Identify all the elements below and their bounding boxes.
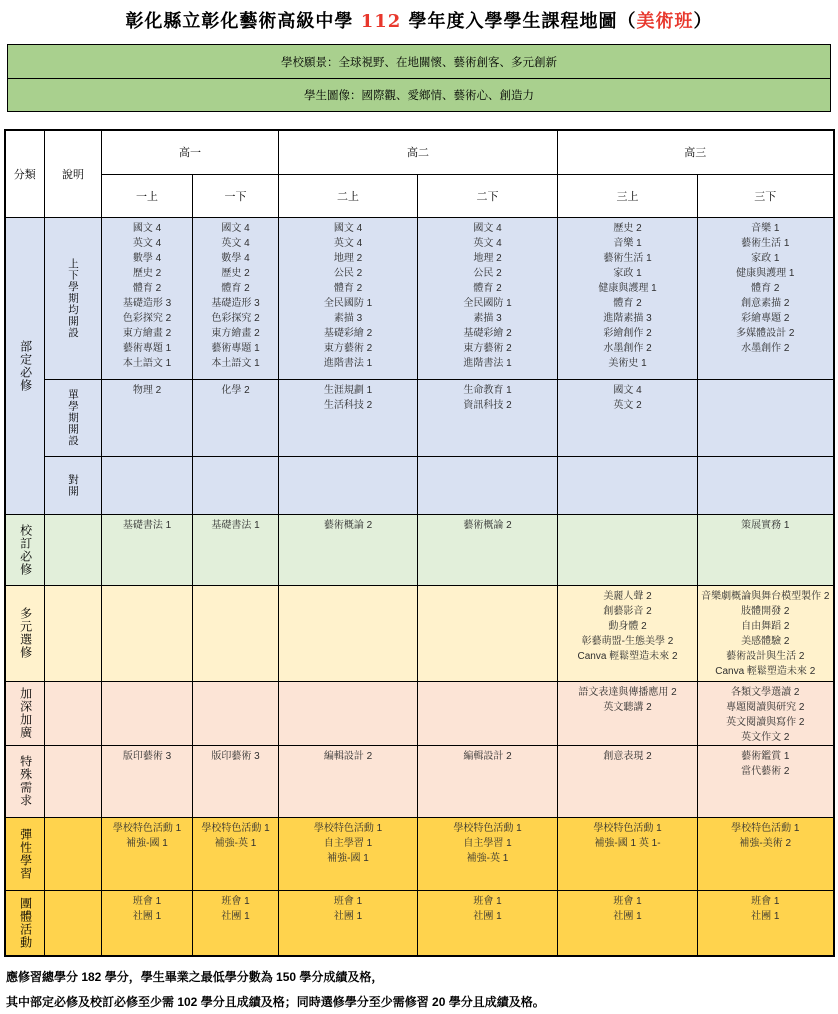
course-entry: 音樂 1 bbox=[613, 237, 642, 249]
course-cell-flexible-learning-r0-sem4 bbox=[558, 817, 698, 890]
title-middle: 學年度入學學生課程地圖（ bbox=[401, 11, 637, 32]
category-cell-special-needs bbox=[5, 745, 45, 817]
course-cell-flexible-learning-r0-sem0 bbox=[102, 817, 193, 890]
course-cell-group-activity-r0-sem1 bbox=[193, 890, 279, 956]
header-semester-2b: 二下 bbox=[418, 174, 558, 217]
course-entry: 基礎書法 1 bbox=[211, 519, 260, 531]
course-cell-group-activity-r0-sem0 bbox=[102, 890, 193, 956]
course-entry: 學校特色活動 1 bbox=[731, 822, 800, 834]
course-entry: 社團 1 bbox=[613, 910, 642, 922]
course-cell-school-required-r0-sem3 bbox=[418, 514, 558, 585]
course-entry: 創藝影音 2 bbox=[603, 605, 652, 617]
course-cell-special-needs-r0-sem0 bbox=[102, 745, 193, 817]
course-entry: 美感體驗 2 bbox=[741, 635, 790, 647]
course-cell-national-required-r2-sem1 bbox=[193, 456, 279, 514]
course-entry: 英文 2 bbox=[613, 399, 642, 411]
course-entry: 公民 2 bbox=[333, 267, 363, 279]
header-grade-2: 高二 bbox=[279, 130, 558, 174]
course-entry: 創意素描 2 bbox=[741, 297, 790, 309]
course-entry: 音樂 1 bbox=[751, 222, 780, 234]
title-school-name: 彰化縣立彰化藝術高級中學 bbox=[125, 11, 361, 32]
course-entry: 英文 4 bbox=[473, 237, 502, 249]
course-cell-multi-elective-r0-sem5 bbox=[698, 585, 834, 681]
course-cell-special-needs-r0-sem1 bbox=[193, 745, 279, 817]
course-entry: 水墨創作 2 bbox=[603, 342, 652, 354]
description-cell-multi-elective-0 bbox=[45, 585, 102, 681]
section-row-flexible-learning bbox=[5, 817, 834, 890]
category-cell-multi-elective bbox=[5, 585, 45, 681]
category-cell-national-required bbox=[5, 217, 45, 514]
course-entry: 補強-國 1 bbox=[126, 837, 168, 849]
course-entry: 物理 2 bbox=[132, 384, 162, 396]
course-cell-advanced-enrichment-r0-sem0 bbox=[102, 681, 193, 745]
footer-note-1: 應修習總學分 182 學分，學生畢業之最低學分數為 150 學分成績及格， bbox=[6, 970, 384, 984]
description-cell-special-needs-0 bbox=[45, 745, 102, 817]
course-entry: 藝術生活 1 bbox=[603, 252, 652, 264]
course-cell-multi-elective-r0-sem0 bbox=[102, 585, 193, 681]
semester-header-row bbox=[5, 174, 834, 217]
course-entry: 音樂劇概論與舞台模型製作 2 bbox=[701, 590, 830, 602]
course-entry: 美術史 1 bbox=[608, 357, 647, 369]
description-label: 單學期開設 bbox=[67, 388, 80, 447]
course-entry: 全民國防 1 bbox=[463, 297, 512, 309]
course-cell-national-required-r2-sem2 bbox=[279, 456, 418, 514]
course-cell-national-required-r2-sem4 bbox=[558, 456, 698, 514]
course-entry: 東方繪畫 2 bbox=[211, 327, 260, 339]
course-cell-national-required-r1-sem5 bbox=[698, 379, 834, 456]
course-cell-special-needs-r0-sem2 bbox=[279, 745, 418, 817]
description-cell-advanced-enrichment-0 bbox=[45, 681, 102, 745]
category-label: 部定必修 bbox=[18, 339, 33, 392]
category-label: 彈性學習 bbox=[18, 827, 33, 880]
course-entry: 學校特色活動 1 bbox=[453, 822, 522, 834]
course-entry: 東方藝術 2 bbox=[463, 342, 512, 354]
course-entry: 健康與護理 1 bbox=[736, 267, 795, 279]
category-label: 加深加廣 bbox=[18, 687, 33, 739]
course-entry: 版印藝術 3 bbox=[122, 750, 172, 762]
header-semester-2a: 二上 bbox=[279, 174, 418, 217]
course-cell-school-required-r0-sem5 bbox=[698, 514, 834, 585]
category-cell-group-activity bbox=[5, 890, 45, 956]
course-cell-national-required-r0-sem1 bbox=[193, 217, 279, 379]
course-entry: 體育 2 bbox=[613, 297, 642, 309]
section-row-special-needs bbox=[5, 745, 834, 817]
course-entry: 基礎造形 3 bbox=[211, 297, 260, 309]
course-entry: 肢體開發 2 bbox=[741, 605, 790, 617]
course-cell-special-needs-r0-sem4 bbox=[558, 745, 698, 817]
section-row-national-required-0 bbox=[5, 217, 834, 379]
course-entry: 社團 1 bbox=[333, 910, 363, 922]
course-entry: 基礎造形 3 bbox=[122, 297, 172, 309]
category-cell-flexible-learning bbox=[5, 817, 45, 890]
course-entry: 英文 4 bbox=[132, 237, 162, 249]
course-cell-national-required-r1-sem1 bbox=[193, 379, 279, 456]
course-entry: 班會 1 bbox=[132, 895, 162, 907]
course-cell-group-activity-r0-sem2 bbox=[279, 890, 418, 956]
student-image-banner: 學生圖像：國際觀、愛鄉情、藝術心、創造力 bbox=[8, 78, 830, 111]
description-cell-group-activity-0 bbox=[45, 890, 102, 956]
course-entry: 國文 4 bbox=[132, 222, 162, 234]
course-entry: 基礎彩繪 2 bbox=[463, 327, 512, 339]
grade-header-row bbox=[5, 130, 834, 174]
course-entry: 藝術生活 1 bbox=[741, 237, 790, 249]
course-cell-national-required-r0-sem5 bbox=[698, 217, 834, 379]
course-cell-flexible-learning-r0-sem3 bbox=[418, 817, 558, 890]
course-entry: 版印藝術 3 bbox=[211, 750, 260, 762]
course-entry: 學校特色活動 1 bbox=[593, 822, 662, 834]
course-entry: 社團 1 bbox=[473, 910, 502, 922]
course-cell-national-required-r0-sem2 bbox=[279, 217, 418, 379]
course-entry: 健康與護理 1 bbox=[598, 282, 657, 294]
course-entry: 自由舞蹈 2 bbox=[741, 620, 790, 632]
header-grade-3: 高三 bbox=[558, 130, 834, 174]
header-description: 說明 bbox=[45, 130, 102, 217]
header-semester-1a: 一上 bbox=[102, 174, 193, 217]
course-cell-national-required-r1-sem3 bbox=[418, 379, 558, 456]
course-entry: 班會 1 bbox=[473, 895, 502, 907]
course-entry: 基礎書法 1 bbox=[122, 519, 172, 531]
course-cell-flexible-learning-r0-sem5 bbox=[698, 817, 834, 890]
course-entry: 補強-國 1 bbox=[327, 852, 369, 864]
course-cell-advanced-enrichment-r0-sem1 bbox=[193, 681, 279, 745]
course-entry: 學校特色活動 1 bbox=[112, 822, 182, 834]
course-cell-school-required-r0-sem2 bbox=[279, 514, 418, 585]
course-entry: 社團 1 bbox=[221, 910, 250, 922]
course-cell-group-activity-r0-sem3 bbox=[418, 890, 558, 956]
course-entry: 多媒體設計 2 bbox=[736, 327, 795, 339]
course-entry: 自主學習 1 bbox=[463, 837, 512, 849]
course-cell-multi-elective-r0-sem1 bbox=[193, 585, 279, 681]
course-cell-multi-elective-r0-sem4 bbox=[558, 585, 698, 681]
course-cell-school-required-r0-sem0 bbox=[102, 514, 193, 585]
category-label: 校訂必修 bbox=[18, 523, 33, 576]
course-entry: 社團 1 bbox=[751, 910, 780, 922]
course-entry: 東方繪畫 2 bbox=[122, 327, 172, 339]
section-row-national-required-2 bbox=[5, 456, 834, 514]
curriculum-table-body bbox=[5, 217, 834, 956]
footer-notes bbox=[6, 967, 832, 1012]
title-year: 112 bbox=[360, 11, 402, 32]
course-entry: 彰藝萌盟-生態美學 2 bbox=[581, 635, 674, 647]
course-entry: 英文聽講 2 bbox=[603, 701, 652, 713]
course-entry: 全民國防 1 bbox=[323, 297, 373, 309]
course-cell-multi-elective-r0-sem2 bbox=[279, 585, 418, 681]
course-entry: 班會 1 bbox=[333, 895, 363, 907]
course-entry: 彩繪創作 2 bbox=[603, 327, 652, 339]
course-entry: 水墨創作 2 bbox=[741, 342, 790, 354]
course-entry: 學校特色活動 1 bbox=[201, 822, 270, 834]
course-entry: 進階素描 3 bbox=[603, 312, 652, 324]
course-entry: 生涯規劃 1 bbox=[323, 384, 373, 396]
course-cell-special-needs-r0-sem5 bbox=[698, 745, 834, 817]
course-entry: 公民 2 bbox=[473, 267, 502, 279]
course-entry: 彩繪專題 2 bbox=[741, 312, 790, 324]
course-entry: 素描 3 bbox=[473, 312, 502, 324]
course-entry: 國文 4 bbox=[221, 222, 250, 234]
description-label: 上下學期均開設 bbox=[67, 257, 80, 339]
course-entry: 編輯設計 2 bbox=[463, 750, 512, 762]
header-grade-1: 高一 bbox=[102, 130, 279, 174]
course-cell-national-required-r2-sem3 bbox=[418, 456, 558, 514]
course-entry: 藝術概論 2 bbox=[463, 519, 512, 531]
header-category: 分類 bbox=[5, 130, 45, 217]
course-cell-group-activity-r0-sem5 bbox=[698, 890, 834, 956]
course-cell-national-required-r2-sem0 bbox=[102, 456, 193, 514]
course-cell-advanced-enrichment-r0-sem2 bbox=[279, 681, 418, 745]
course-entry: 生命教育 1 bbox=[463, 384, 512, 396]
course-entry: 班會 1 bbox=[221, 895, 250, 907]
course-entry: 自主學習 1 bbox=[323, 837, 373, 849]
course-entry: 地理 2 bbox=[473, 252, 502, 264]
header-semester-3a: 三上 bbox=[558, 174, 698, 217]
description-cell-school-required-0 bbox=[45, 514, 102, 585]
section-row-multi-elective bbox=[5, 585, 834, 681]
course-cell-school-required-r0-sem4 bbox=[558, 514, 698, 585]
course-entry: 各類文學選讀 2 bbox=[731, 686, 800, 698]
course-entry: 藝術專題 1 bbox=[122, 342, 172, 354]
title-class-name: 美術班 bbox=[636, 11, 694, 32]
description-cell-national-required-1 bbox=[45, 379, 102, 456]
course-entry: 體育 2 bbox=[473, 282, 502, 294]
section-row-group-activity bbox=[5, 890, 834, 956]
course-entry: 動身體 2 bbox=[608, 620, 647, 632]
course-entry: 創意表現 2 bbox=[603, 750, 652, 762]
course-entry: 資訊科技 2 bbox=[463, 399, 512, 411]
course-entry: 家政 1 bbox=[751, 252, 780, 264]
course-cell-flexible-learning-r0-sem1 bbox=[193, 817, 279, 890]
course-entry: 體育 2 bbox=[333, 282, 363, 294]
course-entry: 英文閱讀與寫作 2 bbox=[726, 716, 805, 728]
course-entry: 英文 4 bbox=[221, 237, 250, 249]
title-suffix: ） bbox=[693, 11, 713, 32]
course-entry: 生活科技 2 bbox=[323, 399, 373, 411]
course-entry: 英文作文 2 bbox=[741, 731, 790, 743]
course-entry: 本土語文 1 bbox=[211, 357, 260, 369]
header-semester-1b: 一下 bbox=[193, 174, 279, 217]
header-semester-3b: 三下 bbox=[698, 174, 834, 217]
category-label: 多元選修 bbox=[18, 607, 33, 659]
banner-box bbox=[7, 44, 831, 112]
course-entry: 國文 4 bbox=[333, 222, 363, 234]
course-entry: 家政 1 bbox=[613, 267, 642, 279]
course-entry: 編輯設計 2 bbox=[323, 750, 373, 762]
description-label: 對開 bbox=[67, 473, 80, 497]
course-entry: 體育 2 bbox=[751, 282, 780, 294]
course-entry: 進階書法 1 bbox=[463, 357, 512, 369]
course-entry: 藝術專題 1 bbox=[211, 342, 260, 354]
course-entry: 色彩探究 2 bbox=[211, 312, 260, 324]
course-entry: 補強-美術 2 bbox=[739, 837, 792, 849]
course-entry: 班會 1 bbox=[751, 895, 780, 907]
course-cell-national-required-r1-sem4 bbox=[558, 379, 698, 456]
course-entry: 色彩探究 2 bbox=[122, 312, 172, 324]
description-cell-flexible-learning-0 bbox=[45, 817, 102, 890]
course-cell-national-required-r0-sem0 bbox=[102, 217, 193, 379]
course-entry: 數學 4 bbox=[221, 252, 250, 264]
school-vision-banner: 學校願景：全球視野、在地關懷、藝術創客、多元創新 bbox=[8, 45, 830, 78]
course-entry: 補強-英 1 bbox=[466, 852, 509, 864]
course-entry: 社團 1 bbox=[132, 910, 162, 922]
course-entry: 進階書法 1 bbox=[323, 357, 373, 369]
course-entry: 補強-國 1 英 1- bbox=[594, 837, 661, 849]
section-row-school-required bbox=[5, 514, 834, 585]
course-cell-national-required-r2-sem5 bbox=[698, 456, 834, 514]
course-entry: 國文 4 bbox=[473, 222, 502, 234]
course-entry: 歷史 2 bbox=[132, 267, 162, 279]
course-cell-advanced-enrichment-r0-sem3 bbox=[418, 681, 558, 745]
course-entry: 策展實務 1 bbox=[741, 519, 790, 531]
course-entry: 本土語文 1 bbox=[122, 357, 172, 369]
description-cell-national-required-0 bbox=[45, 217, 102, 379]
course-entry: 藝術概論 2 bbox=[323, 519, 373, 531]
course-entry: 藝術鑑賞 1 bbox=[741, 750, 790, 762]
course-entry: 語文表達與傳播應用 2 bbox=[578, 686, 677, 698]
course-entry: 地理 2 bbox=[333, 252, 363, 264]
course-entry: 班會 1 bbox=[613, 895, 642, 907]
course-entry: 基礎彩繪 2 bbox=[323, 327, 373, 339]
course-entry: 補強-英 1 bbox=[214, 837, 257, 849]
course-entry: Canva 輕鬆塑造未來 2 bbox=[715, 665, 816, 677]
course-entry: 歷史 2 bbox=[613, 222, 642, 234]
course-cell-special-needs-r0-sem3 bbox=[418, 745, 558, 817]
category-cell-advanced-enrichment bbox=[5, 681, 45, 745]
course-cell-advanced-enrichment-r0-sem5 bbox=[698, 681, 834, 745]
course-cell-national-required-r1-sem0 bbox=[102, 379, 193, 456]
category-cell-school-required bbox=[5, 514, 45, 585]
course-cell-school-required-r0-sem1 bbox=[193, 514, 279, 585]
course-entry: 當代藝術 2 bbox=[741, 765, 790, 777]
course-entry: 學校特色活動 1 bbox=[313, 822, 383, 834]
course-cell-group-activity-r0-sem4 bbox=[558, 890, 698, 956]
course-cell-multi-elective-r0-sem3 bbox=[418, 585, 558, 681]
course-entry: 英文 4 bbox=[333, 237, 363, 249]
curriculum-table bbox=[4, 129, 835, 957]
footer-note-2: 其中部定必修及校訂必修至少需 102 學分且成績及格；同時選修學分至少需修習 20 學分且成績及格。 bbox=[6, 995, 545, 1009]
course-entry: 體育 2 bbox=[221, 282, 250, 294]
course-entry: 東方藝術 2 bbox=[323, 342, 373, 354]
course-cell-national-required-r0-sem4 bbox=[558, 217, 698, 379]
course-entry: 數學 4 bbox=[132, 252, 162, 264]
course-entry: 專題閱讀與研究 2 bbox=[726, 701, 805, 713]
course-entry: 素描 3 bbox=[333, 312, 363, 324]
course-cell-advanced-enrichment-r0-sem4 bbox=[558, 681, 698, 745]
course-cell-flexible-learning-r0-sem2 bbox=[279, 817, 418, 890]
category-label: 特殊需求 bbox=[18, 755, 33, 807]
course-cell-national-required-r1-sem2 bbox=[279, 379, 418, 456]
course-entry: Canva 輕鬆塑造未來 2 bbox=[577, 650, 678, 662]
course-entry: 藝術設計與生活 2 bbox=[726, 650, 805, 662]
course-entry: 美麗人聲 2 bbox=[603, 590, 652, 602]
course-entry: 體育 2 bbox=[132, 282, 162, 294]
course-entry: 化學 2 bbox=[221, 384, 250, 396]
page-title bbox=[0, 7, 838, 33]
course-entry: 歷史 2 bbox=[221, 267, 250, 279]
category-label: 團體活動 bbox=[18, 896, 33, 949]
course-entry: 國文 4 bbox=[613, 384, 642, 396]
course-cell-national-required-r0-sem3 bbox=[418, 217, 558, 379]
section-row-advanced-enrichment bbox=[5, 681, 834, 745]
description-cell-national-required-2 bbox=[45, 456, 102, 514]
section-row-national-required-1 bbox=[5, 379, 834, 456]
